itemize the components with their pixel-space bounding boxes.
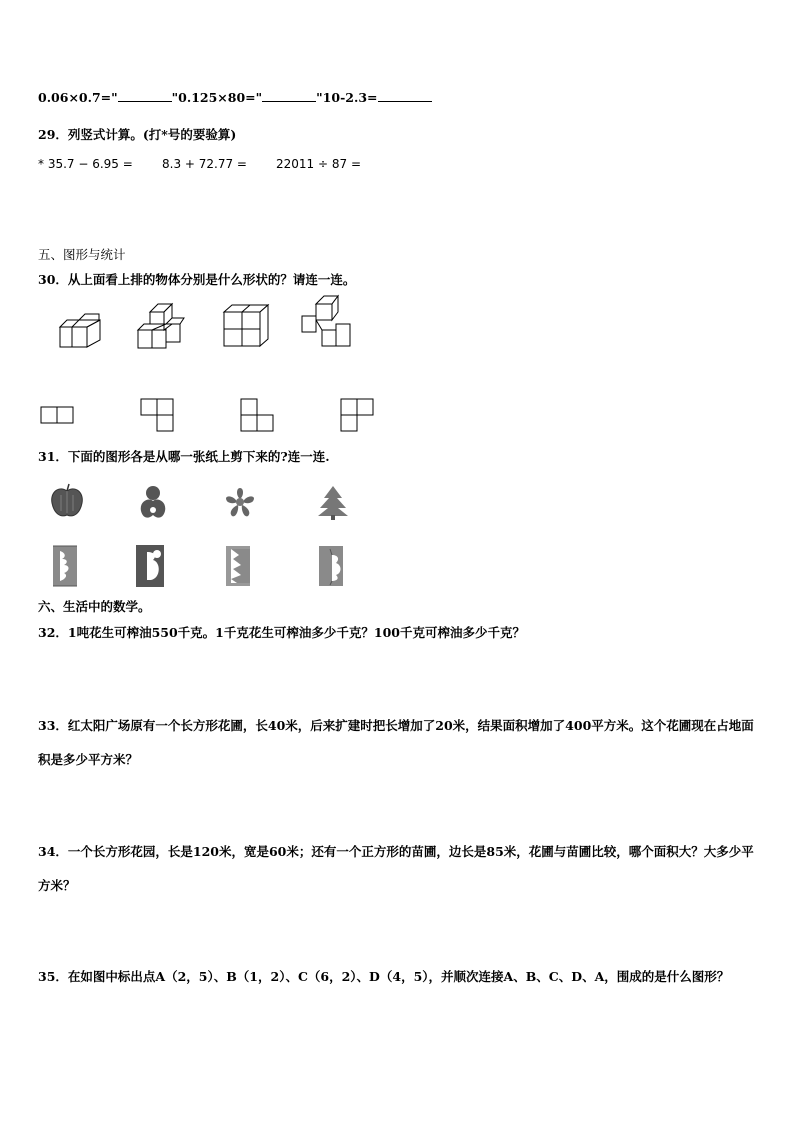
paper-cut-2[interactable] xyxy=(135,544,167,588)
calc-1: * 35.7 − 6.95 = xyxy=(38,157,133,171)
q32-text: 32．1吨花生可榨油550千克。1千克花生可榨油多少千克？100千克可榨油多少千克？ xyxy=(38,625,525,640)
stacked-cubes-4[interactable] xyxy=(300,294,356,350)
view-l-shape-3[interactable] xyxy=(340,398,376,434)
gourd-icon[interactable] xyxy=(137,483,169,521)
section-6-heading: 六、生活中的数学。 xyxy=(38,599,151,614)
calc-2: 8.3 + 72.77 = xyxy=(162,157,247,171)
q34-text: 34．一个长方形花园，长是120米，宽是60米；还有一个正方形的苗圃，边长是85米，花圃与苗圃比较，哪个面积大？大多少平方米？ xyxy=(38,844,754,893)
q31-title: 31．下面的图形各是从哪一张纸上剪下来的?连一连. xyxy=(38,449,330,464)
stacked-cubes-2[interactable] xyxy=(136,300,186,352)
section-5-heading: 五、图形与统计 xyxy=(38,247,126,262)
stacked-cubes-3[interactable] xyxy=(220,302,270,350)
paper-cut-3[interactable] xyxy=(225,545,253,587)
flower-icon[interactable] xyxy=(222,484,258,520)
stacked-cubes-1[interactable] xyxy=(55,310,105,350)
q33-text: 33．红太阳广场原有一个长方形花圃，长40米，后来扩建时把长增加了20米，结果面积增加了400平方米。这个花圃现在占地面积是多少平方米？ xyxy=(38,718,754,767)
view-l-shape-1[interactable] xyxy=(140,398,176,434)
q28-b: "0.125×80=" xyxy=(171,90,263,105)
paper-cut-4[interactable] xyxy=(318,545,346,587)
tree-icon[interactable] xyxy=(316,484,350,520)
blank-1[interactable] xyxy=(118,101,172,102)
blank-3[interactable] xyxy=(378,101,432,102)
view-two-squares[interactable] xyxy=(40,405,76,425)
paper-cut-1[interactable] xyxy=(52,545,80,587)
view-l-shape-2[interactable] xyxy=(240,398,276,434)
blank-2[interactable] xyxy=(262,101,316,102)
q30-title: 30．从上面看上排的物体分别是什么形状的？请连一连。 xyxy=(38,272,356,287)
q29-title: 29．列竖式计算。(打*号的要验算) xyxy=(38,127,237,142)
q28-a: 0.06×0.7=" xyxy=(38,90,118,105)
q28-row xyxy=(38,90,432,105)
apple-icon[interactable] xyxy=(50,483,84,519)
q35-text: 35．在如图中标出点A（2，5）、B（1，2）、C（6，2）、D（4，5），并顺次连接A、B、C、D、A，围成的是什么图形？ xyxy=(38,969,730,984)
q28-c: "10-2.3= xyxy=(316,90,378,105)
calc-3: 22011 ÷ 87 = xyxy=(276,157,361,171)
